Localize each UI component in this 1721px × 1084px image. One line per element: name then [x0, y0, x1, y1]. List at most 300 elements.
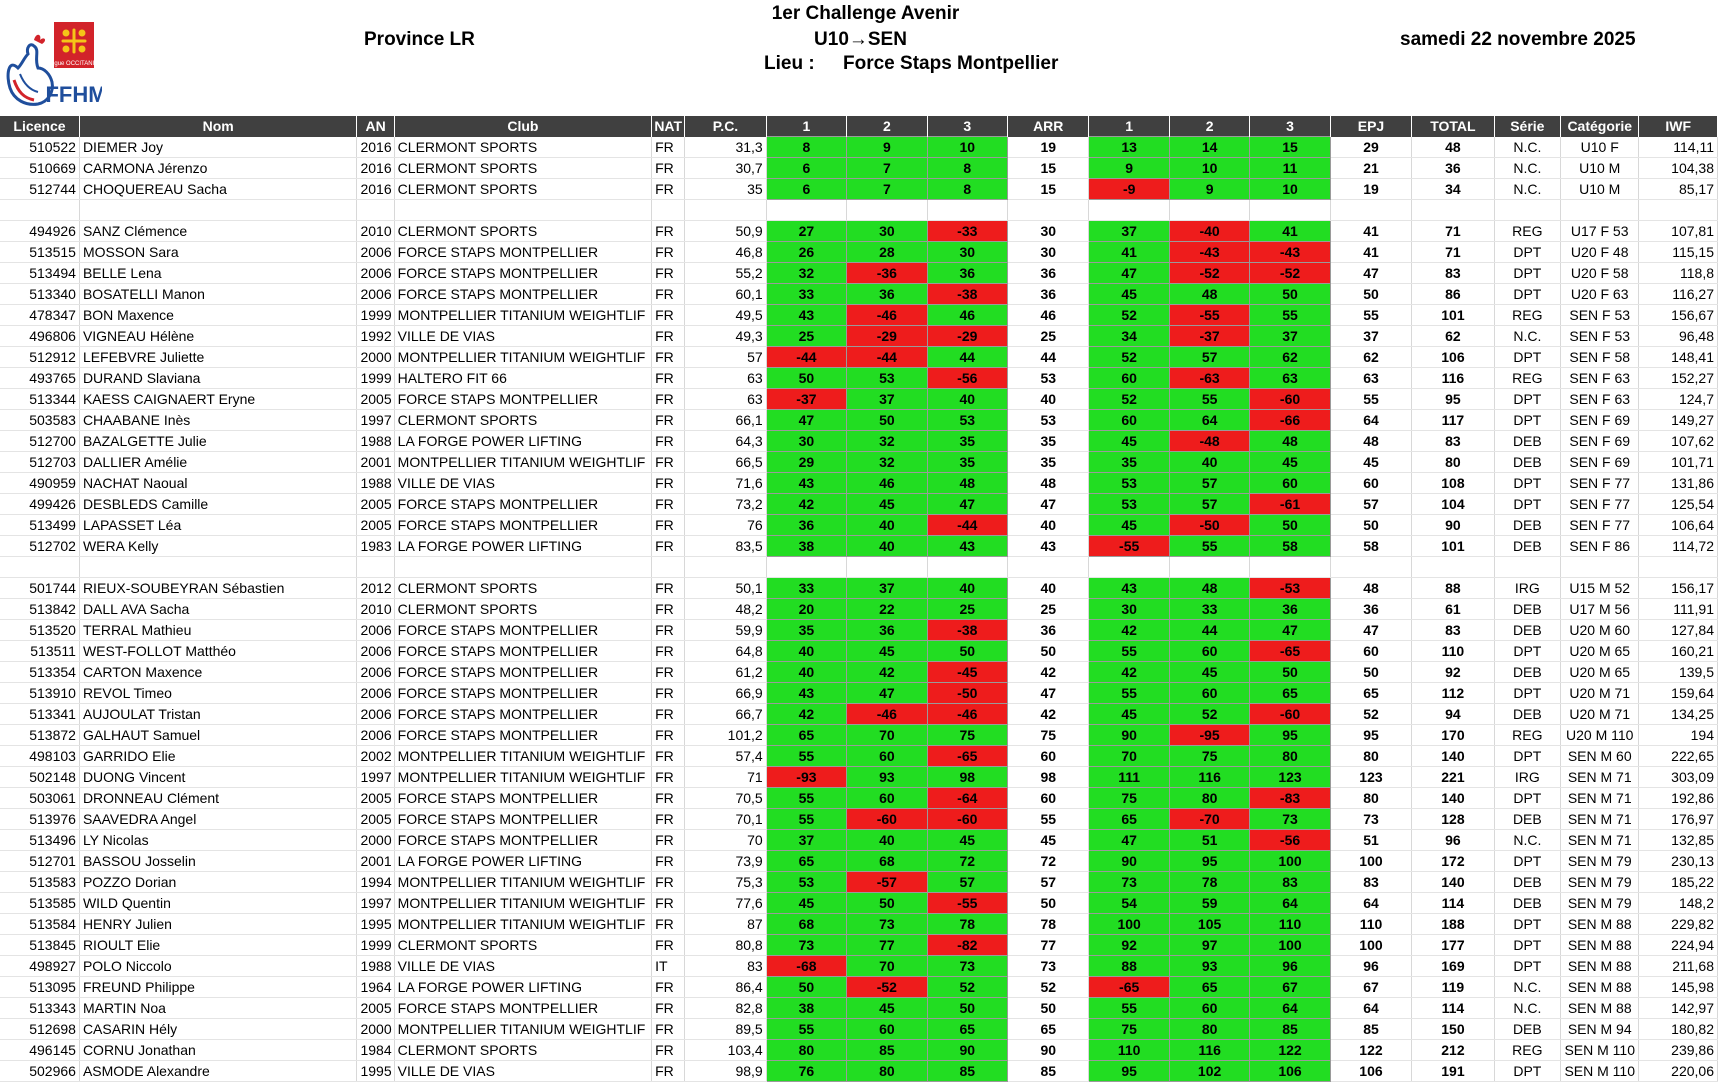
table-row — [0, 536, 1718, 557]
arr-cell: 73 — [1008, 956, 1089, 977]
lift-cell: -60 — [1250, 389, 1330, 410]
table-row — [0, 956, 1718, 977]
club-cell: CLERMONT SPORTS — [394, 137, 651, 158]
lift-cell: 43 — [1089, 578, 1169, 599]
lift-cell: 78 — [927, 914, 1007, 935]
group-spacer — [0, 200, 1718, 221]
cat-cell: SEN M 60 — [1561, 746, 1639, 767]
lift-cell: 47 — [766, 410, 846, 431]
cat-cell: U10 M — [1561, 179, 1639, 200]
licence-cell: 513583 — [0, 872, 79, 893]
club-cell: FORCE STAPS MONTPELLIER — [394, 704, 651, 725]
an-cell: 2006 — [357, 242, 394, 263]
lift-cell: 102 — [1169, 1061, 1249, 1082]
cat-cell: SEN M 71 — [1561, 788, 1639, 809]
pc-cell: 63 — [685, 389, 766, 410]
table-row — [0, 767, 1718, 788]
lift-cell: 85 — [1250, 1019, 1330, 1040]
arr-cell: 36 — [1008, 620, 1089, 641]
lift-cell: 50 — [847, 410, 927, 431]
licence-cell: 513095 — [0, 977, 79, 998]
lift-cell: -61 — [1250, 494, 1330, 515]
lift-cell: 47 — [927, 494, 1007, 515]
cat-cell: SEN F 69 — [1561, 431, 1639, 452]
lift-cell: 7 — [847, 179, 927, 200]
nat-cell: FR — [652, 1019, 685, 1040]
nom-cell: LEFEBVRE Juliette — [79, 347, 357, 368]
licence-cell: 513976 — [0, 809, 79, 830]
licence-cell: 513341 — [0, 704, 79, 725]
lift-cell: -95 — [1169, 725, 1249, 746]
lift-cell: 20 — [766, 599, 846, 620]
arr-cell: 52 — [1008, 977, 1089, 998]
cat-cell: U20 F 58 — [1561, 263, 1639, 284]
lift-cell: 10 — [927, 137, 1007, 158]
arr-cell: 25 — [1008, 599, 1089, 620]
lift-cell: 72 — [927, 851, 1007, 872]
nat-cell: FR — [652, 998, 685, 1019]
lift-cell: 8 — [927, 179, 1007, 200]
lift-cell: 75 — [1089, 1019, 1169, 1040]
cat-cell: SEN M 88 — [1561, 998, 1639, 1019]
serie-cell: DEB — [1494, 536, 1560, 557]
empty-cell — [1561, 200, 1639, 221]
iwf-cell: 104,38 — [1639, 158, 1718, 179]
total-cell: 95 — [1412, 389, 1494, 410]
total-cell: 114 — [1412, 998, 1494, 1019]
arr-cell: 35 — [1008, 452, 1089, 473]
lift-cell: 43 — [927, 536, 1007, 557]
iwf-cell: 239,86 — [1639, 1040, 1718, 1061]
nom-cell: RIOULT Elie — [79, 935, 357, 956]
arr-cell: 30 — [1008, 242, 1089, 263]
lift-cell: -44 — [927, 515, 1007, 536]
cat-cell: SEN F 53 — [1561, 305, 1639, 326]
licence-cell: 513499 — [0, 515, 79, 536]
cat-cell: SEN M 79 — [1561, 851, 1639, 872]
table-row — [0, 599, 1718, 620]
lift-cell: 73 — [847, 914, 927, 935]
lift-cell: 77 — [847, 935, 927, 956]
lift-cell: 48 — [1169, 578, 1249, 599]
lift-cell: -36 — [847, 263, 927, 284]
lift-cell: -63 — [1169, 368, 1249, 389]
total-cell: 212 — [1412, 1040, 1494, 1061]
cat-cell: SEN F 86 — [1561, 536, 1639, 557]
nom-cell: WILD Quentin — [79, 893, 357, 914]
arr-cell: 65 — [1008, 1019, 1089, 1040]
lift-cell: -44 — [847, 347, 927, 368]
table-row — [0, 704, 1718, 725]
lift-cell: 65 — [1250, 683, 1330, 704]
total-cell: 104 — [1412, 494, 1494, 515]
serie-cell: DEB — [1494, 431, 1560, 452]
serie-cell: DPT — [1494, 494, 1560, 515]
an-cell: 2005 — [357, 998, 394, 1019]
total-cell: 106 — [1412, 347, 1494, 368]
empty-cell — [357, 200, 394, 221]
licence-cell: 490959 — [0, 473, 79, 494]
cat-cell: SEN F 77 — [1561, 473, 1639, 494]
lift-cell: 35 — [927, 452, 1007, 473]
lift-cell: 73 — [766, 935, 846, 956]
total-cell: 177 — [1412, 935, 1494, 956]
licence-cell: 502148 — [0, 767, 79, 788]
an-cell: 1988 — [357, 431, 394, 452]
lift-cell: 67 — [1250, 977, 1330, 998]
empty-cell — [1008, 200, 1089, 221]
cat-cell: SEN F 58 — [1561, 347, 1639, 368]
total-cell: 108 — [1412, 473, 1494, 494]
lift-cell: 62 — [1250, 347, 1330, 368]
pc-cell: 31,3 — [685, 137, 766, 158]
lift-cell: 36 — [766, 515, 846, 536]
table-row — [0, 410, 1718, 431]
an-cell: 2006 — [357, 284, 394, 305]
nom-cell: SAAVEDRA Angel — [79, 809, 357, 830]
lift-cell: 13 — [1089, 137, 1169, 158]
lift-cell: 32 — [847, 431, 927, 452]
lift-cell: 36 — [1250, 599, 1330, 620]
lift-cell: 60 — [847, 1019, 927, 1040]
empty-cell — [1412, 557, 1494, 578]
lift-cell: 90 — [1089, 851, 1169, 872]
lift-cell: 51 — [1169, 830, 1249, 851]
nat-cell: FR — [652, 389, 685, 410]
lift-cell: 50 — [847, 893, 927, 914]
lift-cell: 40 — [847, 830, 927, 851]
lift-cell: -52 — [1250, 263, 1330, 284]
lift-cell: 10 — [1169, 158, 1249, 179]
epj-cell: 58 — [1330, 536, 1411, 557]
table-row — [0, 620, 1718, 641]
pc-cell: 71,6 — [685, 473, 766, 494]
table-row — [0, 998, 1718, 1019]
lift-cell: 60 — [1169, 998, 1249, 1019]
total-cell: 117 — [1412, 410, 1494, 431]
lift-cell: 27 — [766, 221, 846, 242]
epj-cell: 100 — [1330, 851, 1411, 872]
lift-cell: 8 — [927, 158, 1007, 179]
serie-cell: DEB — [1494, 662, 1560, 683]
nom-cell: BASSOU Josselin — [79, 851, 357, 872]
lift-cell: -64 — [927, 788, 1007, 809]
lift-cell: 95 — [1250, 725, 1330, 746]
category-range: U10→SEN — [814, 29, 907, 50]
table-row — [0, 263, 1718, 284]
lift-cell: 110 — [1250, 914, 1330, 935]
iwf-cell: 101,71 — [1639, 452, 1718, 473]
lift-cell: 52 — [1089, 347, 1169, 368]
club-cell: FORCE STAPS MONTPELLIER — [394, 389, 651, 410]
pc-cell: 49,5 — [685, 305, 766, 326]
lift-cell: 11 — [1250, 158, 1330, 179]
arr-cell: 15 — [1008, 179, 1089, 200]
nat-cell: FR — [652, 431, 685, 452]
arr-cell: 43 — [1008, 536, 1089, 557]
empty-cell — [357, 557, 394, 578]
cat-cell: SEN M 94 — [1561, 1019, 1639, 1040]
iwf-cell: 152,27 — [1639, 368, 1718, 389]
lift-cell: 73 — [927, 956, 1007, 977]
nat-cell: FR — [652, 851, 685, 872]
licence-cell: 496145 — [0, 1040, 79, 1061]
epj-cell: 60 — [1330, 641, 1411, 662]
pc-cell: 46,8 — [685, 242, 766, 263]
table-row — [0, 368, 1718, 389]
club-cell: FORCE STAPS MONTPELLIER — [394, 662, 651, 683]
nat-cell: FR — [652, 914, 685, 935]
club-cell: CLERMONT SPORTS — [394, 410, 651, 431]
epj-cell: 45 — [1330, 452, 1411, 473]
pc-cell: 35 — [685, 179, 766, 200]
competition-date: samedi 22 novembre 2025 — [1400, 29, 1636, 50]
nat-cell: FR — [652, 641, 685, 662]
lift-cell: 38 — [766, 536, 846, 557]
pc-cell: 73,2 — [685, 494, 766, 515]
total-cell: 150 — [1412, 1019, 1494, 1040]
lift-cell: 47 — [1089, 830, 1169, 851]
lift-cell: -52 — [1169, 263, 1249, 284]
club-cell: CLERMONT SPORTS — [394, 179, 651, 200]
epj-cell: 65 — [1330, 683, 1411, 704]
empty-cell — [766, 557, 846, 578]
lift-cell: 110 — [1089, 1040, 1169, 1061]
total-cell: 101 — [1412, 305, 1494, 326]
epj-cell: 73 — [1330, 809, 1411, 830]
pc-cell: 57,4 — [685, 746, 766, 767]
column-header: EPJ — [1330, 116, 1411, 137]
lift-cell: 55 — [766, 746, 846, 767]
lift-cell: 30 — [1089, 599, 1169, 620]
nom-cell: CHAABANE Inès — [79, 410, 357, 431]
cat-cell: SEN F 63 — [1561, 389, 1639, 410]
nat-cell: FR — [652, 746, 685, 767]
lift-cell: -55 — [1169, 305, 1249, 326]
serie-cell: N.C. — [1494, 137, 1560, 158]
table-row — [0, 977, 1718, 998]
lift-cell: 57 — [1169, 347, 1249, 368]
lift-cell: 64 — [1250, 998, 1330, 1019]
licence-cell: 512698 — [0, 1019, 79, 1040]
arr-cell: 45 — [1008, 830, 1089, 851]
arr-cell: 30 — [1008, 221, 1089, 242]
lift-cell: -57 — [847, 872, 927, 893]
lift-cell: 123 — [1250, 767, 1330, 788]
an-cell: 1984 — [357, 1040, 394, 1061]
pc-cell: 70,5 — [685, 788, 766, 809]
nat-cell: FR — [652, 305, 685, 326]
table-row — [0, 788, 1718, 809]
iwf-cell: 192,86 — [1639, 788, 1718, 809]
iwf-cell: 160,21 — [1639, 641, 1718, 662]
epj-cell: 37 — [1330, 326, 1411, 347]
nat-cell: FR — [652, 767, 685, 788]
total-cell: 172 — [1412, 851, 1494, 872]
cat-cell: SEN F 69 — [1561, 452, 1639, 473]
serie-cell: IRG — [1494, 578, 1560, 599]
club-cell: FORCE STAPS MONTPELLIER — [394, 683, 651, 704]
lift-cell: 52 — [1089, 305, 1169, 326]
epj-cell: 64 — [1330, 410, 1411, 431]
lift-cell: 53 — [766, 872, 846, 893]
epj-cell: 63 — [1330, 368, 1411, 389]
table-row — [0, 389, 1718, 410]
lift-cell: -56 — [1250, 830, 1330, 851]
iwf-cell: 224,94 — [1639, 935, 1718, 956]
serie-cell: N.C. — [1494, 326, 1560, 347]
lift-cell: 52 — [927, 977, 1007, 998]
serie-cell: DPT — [1494, 851, 1560, 872]
nat-cell: FR — [652, 935, 685, 956]
lift-cell: 37 — [847, 578, 927, 599]
an-cell: 2016 — [357, 137, 394, 158]
cat-cell: U10 M — [1561, 158, 1639, 179]
pc-cell: 49,3 — [685, 326, 766, 347]
pc-cell: 76 — [685, 515, 766, 536]
serie-cell: DPT — [1494, 935, 1560, 956]
empty-cell — [79, 200, 357, 221]
lift-cell: 34 — [1089, 326, 1169, 347]
lift-cell: 8 — [766, 137, 846, 158]
pc-cell: 83,5 — [685, 536, 766, 557]
nom-cell: DURAND Slaviana — [79, 368, 357, 389]
nom-cell: DRONNEAU Clément — [79, 788, 357, 809]
empty-cell — [1089, 200, 1169, 221]
lift-cell: 9 — [1169, 179, 1249, 200]
lift-cell: 9 — [847, 137, 927, 158]
total-cell: 61 — [1412, 599, 1494, 620]
epj-cell: 21 — [1330, 158, 1411, 179]
arr-cell: 85 — [1008, 1061, 1089, 1082]
table-row — [0, 305, 1718, 326]
cat-cell: SEN M 79 — [1561, 893, 1639, 914]
an-cell: 2001 — [357, 452, 394, 473]
lift-cell: 116 — [1169, 1040, 1249, 1061]
lift-cell: 80 — [766, 1040, 846, 1061]
lift-cell: 37 — [847, 389, 927, 410]
total-cell: 48 — [1412, 137, 1494, 158]
lift-cell: 40 — [766, 662, 846, 683]
licence-cell: 513910 — [0, 683, 79, 704]
lift-cell: 45 — [927, 830, 1007, 851]
table-row — [0, 851, 1718, 872]
lift-cell: 44 — [1169, 620, 1249, 641]
nom-cell: AUJOULAT Tristan — [79, 704, 357, 725]
total-cell: 119 — [1412, 977, 1494, 998]
nat-cell: FR — [652, 284, 685, 305]
nom-cell: WERA Kelly — [79, 536, 357, 557]
lift-cell: -29 — [927, 326, 1007, 347]
lift-cell: -65 — [1250, 641, 1330, 662]
pc-cell: 30,7 — [685, 158, 766, 179]
licence-cell: 499426 — [0, 494, 79, 515]
lift-cell: 65 — [766, 725, 846, 746]
lift-cell: 59 — [1169, 893, 1249, 914]
nat-cell: FR — [652, 347, 685, 368]
serie-cell: DPT — [1494, 788, 1560, 809]
club-cell: FORCE STAPS MONTPELLIER — [394, 830, 651, 851]
total-cell: 71 — [1412, 221, 1494, 242]
table-row — [0, 641, 1718, 662]
lift-cell: 80 — [847, 1061, 927, 1082]
lift-cell: 75 — [1169, 746, 1249, 767]
lift-cell: 57 — [1169, 473, 1249, 494]
serie-cell: DPT — [1494, 1061, 1560, 1082]
nat-cell: FR — [652, 410, 685, 431]
total-cell: 34 — [1412, 179, 1494, 200]
club-cell: MONTPELLIER TITANIUM WEIGHTLIF — [394, 767, 651, 788]
lift-cell: 33 — [766, 284, 846, 305]
an-cell: 1997 — [357, 893, 394, 914]
lift-cell: 38 — [766, 998, 846, 1019]
lift-cell: 55 — [1089, 641, 1169, 662]
nat-cell: FR — [652, 368, 685, 389]
lift-cell: 40 — [927, 389, 1007, 410]
nom-cell: VIGNEAU Hélène — [79, 326, 357, 347]
table-row — [0, 830, 1718, 851]
licence-cell: 513511 — [0, 641, 79, 662]
club-cell: FORCE STAPS MONTPELLIER — [394, 515, 651, 536]
nom-cell: BON Maxence — [79, 305, 357, 326]
club-cell: MONTPELLIER TITANIUM WEIGHTLIF — [394, 872, 651, 893]
iwf-cell: 230,13 — [1639, 851, 1718, 872]
an-cell: 2006 — [357, 683, 394, 704]
serie-cell: DPT — [1494, 263, 1560, 284]
licence-cell: 502966 — [0, 1061, 79, 1082]
arr-cell: 90 — [1008, 1040, 1089, 1061]
total-cell: 62 — [1412, 326, 1494, 347]
licence-cell: 510522 — [0, 137, 79, 158]
pc-cell: 64,3 — [685, 431, 766, 452]
lift-cell: 55 — [766, 1019, 846, 1040]
serie-cell: DEB — [1494, 515, 1560, 536]
table-row — [0, 914, 1718, 935]
club-cell: LA FORGE POWER LIFTING — [394, 977, 651, 998]
cat-cell: SEN F 53 — [1561, 326, 1639, 347]
lift-cell: 106 — [1250, 1061, 1330, 1082]
lift-cell: 32 — [847, 452, 927, 473]
serie-cell: DPT — [1494, 956, 1560, 977]
licence-cell: 513585 — [0, 893, 79, 914]
iwf-cell: 148,2 — [1639, 893, 1718, 914]
lift-cell: 50 — [1250, 515, 1330, 536]
club-cell: MONTPELLIER TITANIUM WEIGHTLIF — [394, 893, 651, 914]
lift-cell: 65 — [1169, 977, 1249, 998]
lift-cell: 100 — [1250, 851, 1330, 872]
serie-cell: DEB — [1494, 809, 1560, 830]
licence-cell: 478347 — [0, 305, 79, 326]
arr-cell: 48 — [1008, 473, 1089, 494]
an-cell: 2006 — [357, 704, 394, 725]
iwf-cell: 142,97 — [1639, 998, 1718, 1019]
total-cell: 170 — [1412, 725, 1494, 746]
epj-cell: 51 — [1330, 830, 1411, 851]
lift-cell: -60 — [927, 809, 1007, 830]
total-cell: 90 — [1412, 515, 1494, 536]
serie-cell: DPT — [1494, 641, 1560, 662]
lift-cell: -29 — [847, 326, 927, 347]
arr-cell: 47 — [1008, 683, 1089, 704]
lift-cell: 83 — [1250, 872, 1330, 893]
column-header: IWF — [1639, 116, 1718, 137]
table-row — [0, 809, 1718, 830]
an-cell: 2005 — [357, 788, 394, 809]
lift-cell: 100 — [1089, 914, 1169, 935]
table-row — [0, 431, 1718, 452]
empty-cell — [1008, 557, 1089, 578]
nat-cell: FR — [652, 872, 685, 893]
